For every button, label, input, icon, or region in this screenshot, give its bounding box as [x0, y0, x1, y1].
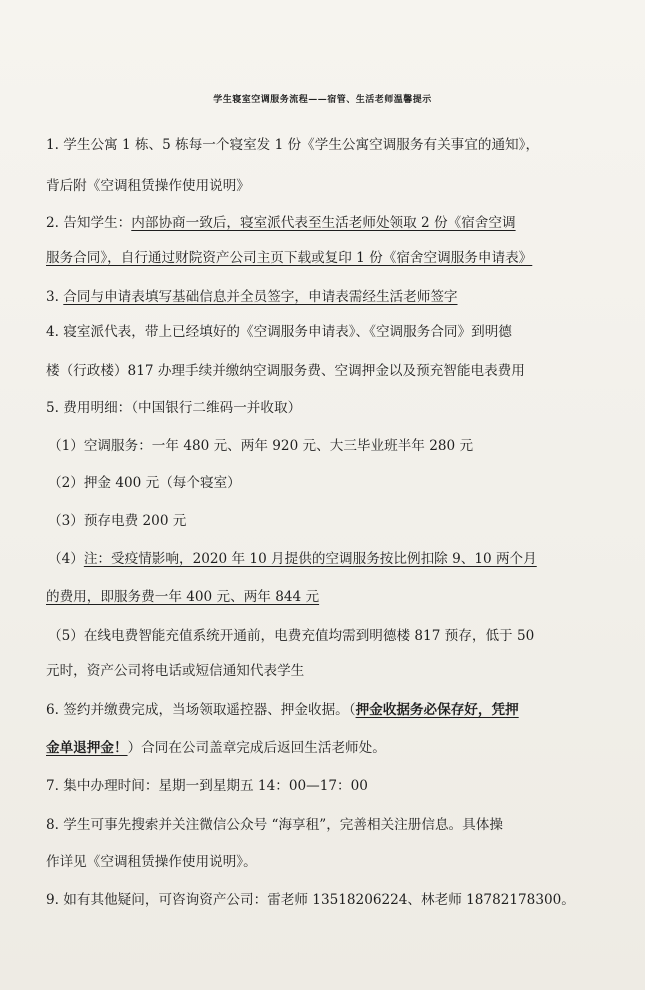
item-5-sub-4-underlined-text: 注：受疫情影响，2020 年 10 月提供的空调服务按比例扣除 9、10 两个月	[83, 551, 537, 567]
item-2-line-2: 服务合同》，自行通过财院资产公司主页下载或复印 1 份《宿舍空调服务申请表》	[46, 250, 533, 266]
item-6-underlined-text-cont: 金单退押金！	[46, 740, 128, 756]
item-6-line-1	[46, 700, 519, 720]
item-5-sub-2: （2）押金 400 元（每个寝室）	[48, 475, 241, 491]
item-4-line-2: 楼（行政楼）817 办理手续并缴纳空调服务费、空调押金以及预充智能电表费用	[46, 363, 525, 379]
item-3-underlined-text: 合同与申请表填写基础信息并全员签字，申请表需经生活老师签字	[63, 289, 458, 305]
item-4-line-1: 4. 寝室派代表，带上已经填好的《空调服务申请表》、《空调服务合同》到明德	[46, 324, 512, 340]
item-9-line-1: 9. 如有其他疑问，可咨询资产公司：雷老师 13518206224、林老师 18782178300。	[46, 892, 575, 908]
item-5-line-1: 5. 费用明细：（中国银行二维码一并收取）	[46, 400, 302, 416]
item-6-tail: ）合同在公司盖章完成后返回生活老师处。	[127, 740, 386, 756]
item-3-line-1	[46, 287, 458, 307]
item-3-lead: 3.	[46, 289, 64, 305]
item-1-line-1: 1. 学生公寓 1 栋、5 栋每一个寝室发 1 份《学生公寓空调服务有关事宜的通知》，	[46, 137, 540, 153]
item-5-sub-4-line-2: 的费用，即服务费一年 400 元、两年 844 元	[46, 589, 320, 605]
item-5-sub-4-lead: （4）	[48, 551, 84, 567]
item-5-sub-1: （1）空调服务：一年 480 元、两年 920 元、大三毕业班半年 280 元	[48, 438, 474, 454]
item-2-line-1	[46, 213, 516, 233]
item-8-line-1: 8. 学生可事先搜索并关注微信公众号 “海享租”，完善相关注册信息。具体操	[46, 817, 503, 833]
page-title: 学生寝室空调服务流程——宿管、生活老师温馨提示	[213, 95, 432, 105]
item-2-underlined-text: 内部协商一致后，寝室派代表至生活老师处领取 2 份《宿舍空调	[131, 215, 516, 231]
item-7-line-1: 7. 集中办理时间：星期一到星期五 14：00—17：00	[46, 778, 368, 794]
item-5-sub-3: （3）预存电费 200 元	[48, 513, 187, 529]
item-6-underlined-text: 押金收据务必保存好，凭押	[355, 702, 519, 718]
item-6-line-2	[46, 738, 386, 758]
item-2-lead: 2. 告知学生：	[46, 215, 132, 231]
item-5-sub-5-line-1: （5）在线电费智能充值系统开通前，电费充值均需到明德楼 817 预存，低于 50	[48, 628, 535, 644]
item-1-line-2: 背后附《空调租赁操作使用说明》	[46, 178, 250, 194]
item-5-sub-5-line-2: 元时，资产公司将电话或短信通知代表学生	[46, 663, 305, 679]
item-6-lead: 6. 签约并缴费完成，当场领取遥控器、押金收据。（	[46, 702, 356, 718]
item-8-line-2: 作详见《空调租赁操作使用说明》。	[46, 854, 257, 870]
item-5-sub-4-line-1	[48, 549, 537, 569]
